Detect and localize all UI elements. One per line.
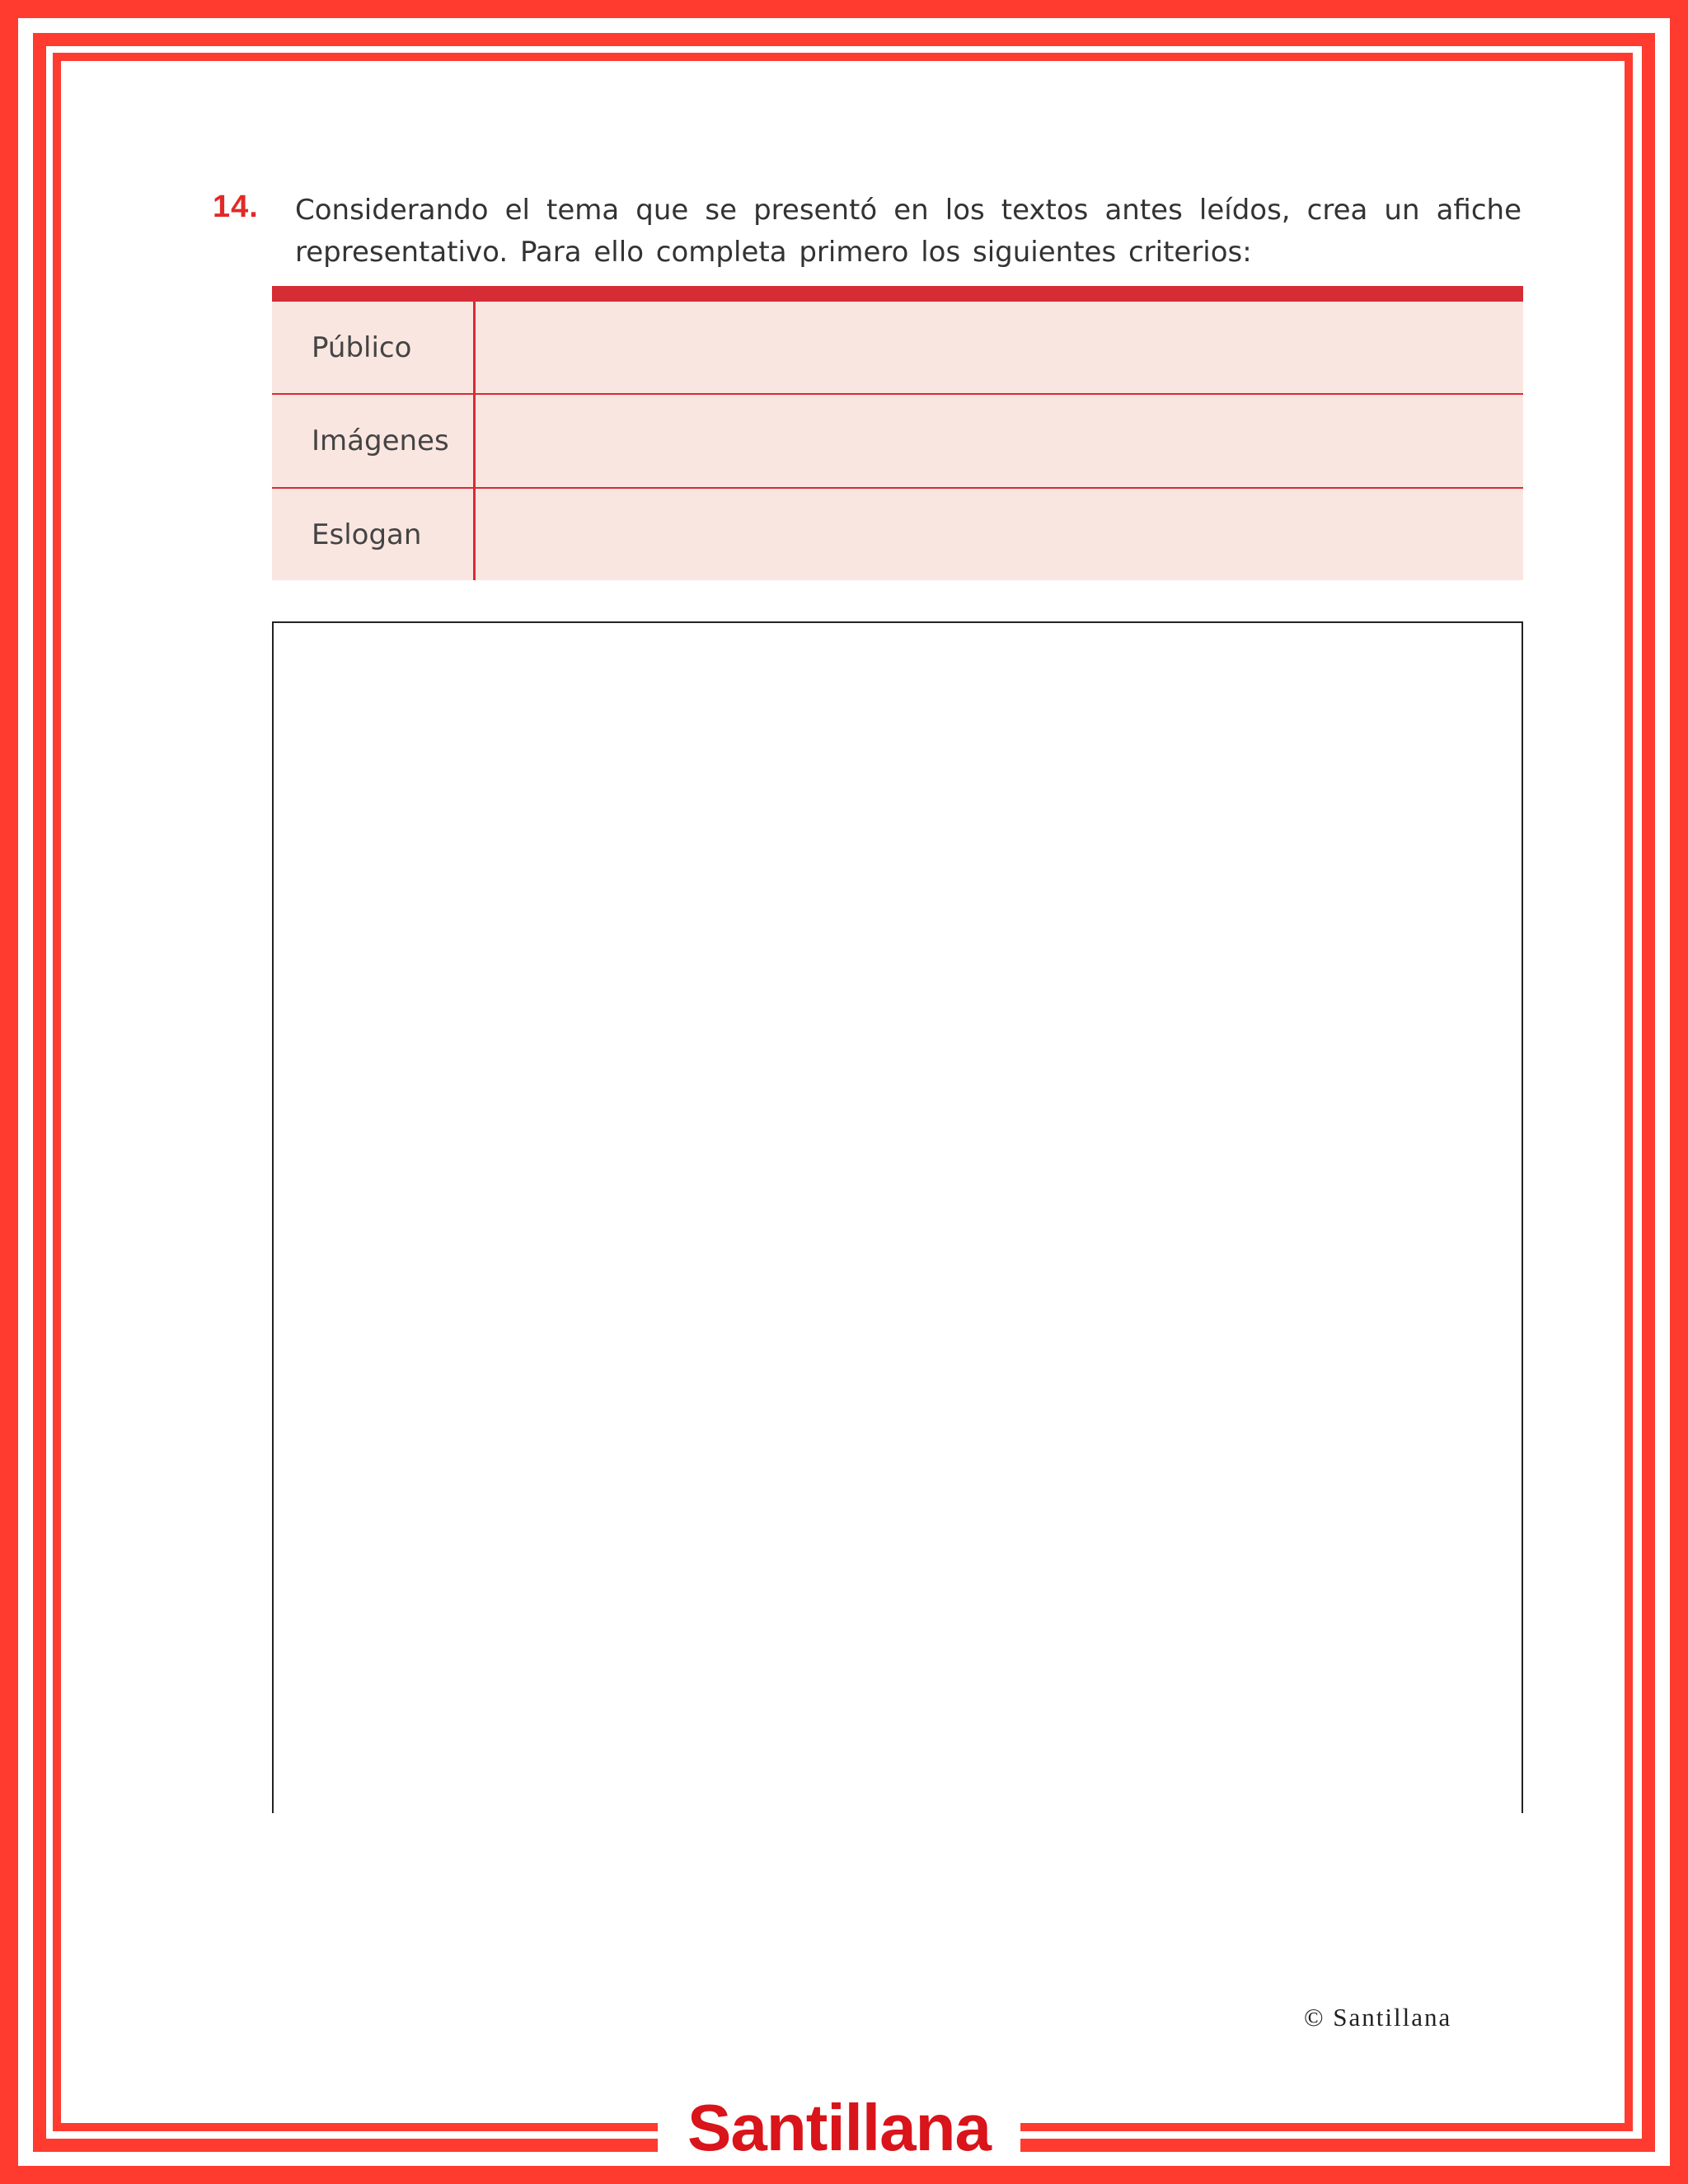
criteria-label: Eslogan (272, 489, 476, 580)
criteria-row-eslogan (272, 487, 1523, 580)
criteria-answer-field-imagenes[interactable] (476, 395, 1523, 487)
criteria-table (272, 286, 1523, 580)
criteria-row-publico (272, 302, 1523, 393)
poster-drawing-area[interactable] (272, 621, 1523, 1813)
santillana-logo: Santillana (658, 2095, 1020, 2161)
question-number: 14. (213, 190, 259, 224)
criteria-answer-field-publico[interactable] (476, 302, 1523, 393)
criteria-label: Imágenes (272, 395, 476, 487)
criteria-table-header-bar (272, 286, 1523, 302)
criteria-answer-field-eslogan[interactable] (476, 489, 1523, 580)
criteria-label: Público (272, 302, 476, 393)
copyright-notice: © Santillana (1304, 2003, 1452, 2032)
criteria-row-imagenes (272, 393, 1523, 487)
question-text: Considerando el tema que se presentó en los textos antes leídos, crea un afiche representativo. Para ello completa primero los siguientes criterios: (295, 194, 1522, 269)
